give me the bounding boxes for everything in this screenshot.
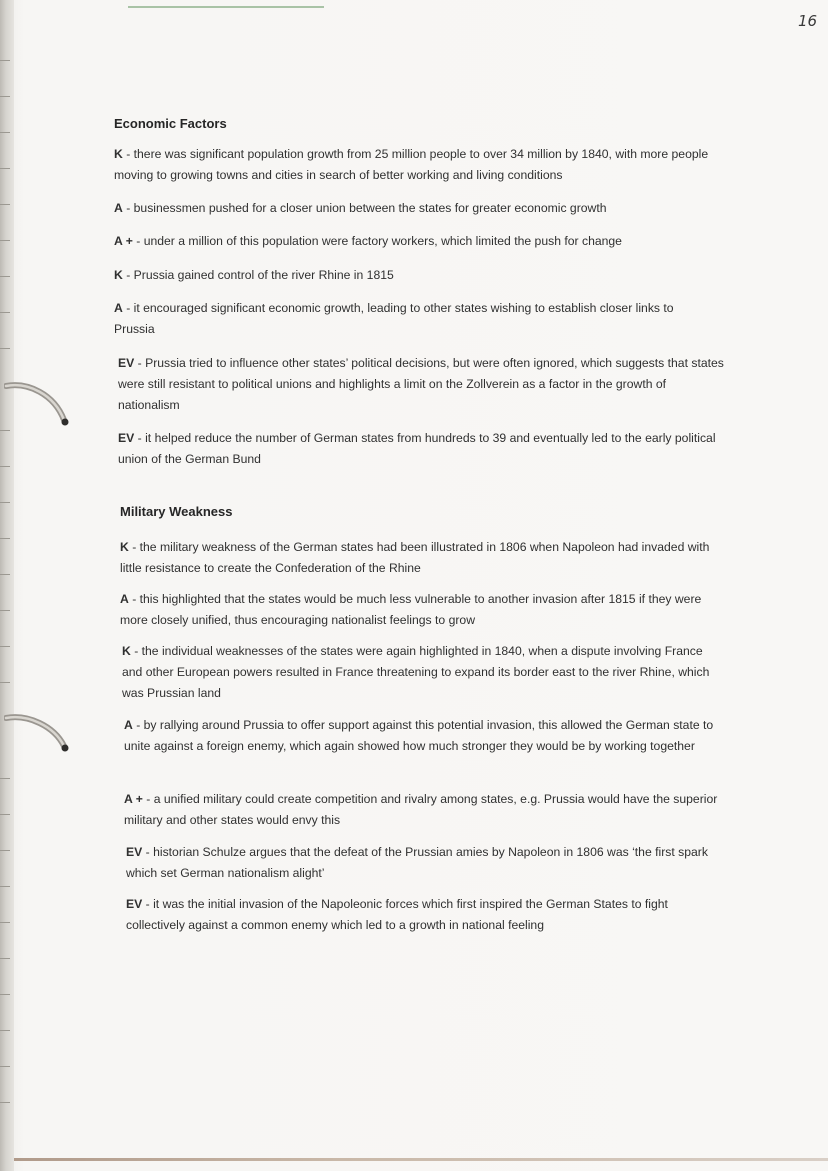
point-label: A + bbox=[124, 792, 143, 806]
bottom-edge bbox=[14, 1158, 828, 1161]
page-number: 16 bbox=[798, 12, 818, 30]
point-economic-1 bbox=[114, 144, 720, 186]
point-military-2 bbox=[120, 589, 722, 631]
point-label: A bbox=[114, 301, 123, 315]
point-economic-5 bbox=[114, 298, 714, 340]
point-label: K bbox=[122, 644, 131, 658]
point-text: - it was the initial invasion of the Napoleonic forces which first inspired the German States to fight collectively against a common enemy which led to a growth in national feeling bbox=[126, 897, 668, 932]
point-economic-7 bbox=[118, 428, 718, 470]
point-text: - the individual weaknesses of the states were again highlighted in 1840, when a dispute involving France and other European powers resulted in France threatening to expand its border east to the river Rhine, which was Prussian land bbox=[122, 644, 710, 700]
point-economic-6 bbox=[118, 353, 728, 416]
point-text: - the military weakness of the German states had been illustrated in 1806 when Napoleon had invaded with little resistance to create the Confederation of the Rhine bbox=[120, 540, 710, 575]
point-label: K bbox=[120, 540, 129, 554]
point-economic-4 bbox=[114, 265, 726, 286]
point-label: EV bbox=[126, 897, 143, 911]
point-label: A + bbox=[114, 234, 133, 248]
point-military-3 bbox=[122, 641, 726, 704]
point-text: - this highlighted that the states would be much less vulnerable to another invasion after 1815 if they were more closely unified, thus encouraging nationalist feelings to grow bbox=[120, 592, 702, 627]
binder-edge bbox=[0, 0, 14, 1171]
point-label: K bbox=[114, 268, 123, 282]
section-title-economic-factors: Economic Factors bbox=[114, 116, 227, 131]
point-label: EV bbox=[118, 431, 135, 445]
point-label: EV bbox=[126, 845, 143, 859]
point-economic-3 bbox=[114, 231, 726, 252]
point-military-7 bbox=[126, 894, 716, 936]
point-military-6 bbox=[126, 842, 738, 884]
point-label: A bbox=[120, 592, 129, 606]
point-label: EV bbox=[118, 356, 135, 370]
point-text: - historian Schulze argues that the defeat of the Prussian amies by Napoleon in 1806 was ‘the first spark which set German nationalism alight’ bbox=[126, 845, 708, 880]
point-text: - Prussia tried to influence other states’ political decisions, but were often ignored, which suggests that states were still resistant to political unions and highlights a limit on the Zollverein as a factor in the growth of nationalism bbox=[118, 356, 724, 412]
point-text: - by rallying around Prussia to offer support against this potential invasion, this allowed the German state to unite against a foreign enemy, which again showed how much stronger they would be by working together bbox=[124, 718, 714, 753]
point-military-1 bbox=[120, 537, 710, 579]
point-label: A bbox=[114, 201, 123, 215]
point-text: - it encouraged significant economic growth, leading to other states wishing to establish closer links to Prussia bbox=[114, 301, 674, 336]
binder-ring-icon bbox=[4, 712, 70, 758]
point-text: - there was significant population growth from 25 million people to over 34 million by 1840, with more people moving to growing towns and cities in search of better working and living conditions bbox=[114, 147, 709, 182]
point-economic-2 bbox=[114, 198, 726, 219]
point-text: - under a million of this population were factory workers, which limited the push for change bbox=[132, 234, 622, 248]
point-military-4 bbox=[124, 715, 726, 757]
binder-ring-icon bbox=[4, 380, 70, 426]
section-title-military-weakness: Military Weakness bbox=[120, 504, 233, 519]
point-text: - a unified military could create competition and rivalry among states, e.g. Prussia would have the superior military and other states would envy this bbox=[124, 792, 718, 827]
point-text: - it helped reduce the number of German states from hundreds to 39 and eventually led to the early political union of the German Bund bbox=[118, 431, 716, 466]
point-text: - businessmen pushed for a closer union between the states for greater economic growth bbox=[122, 201, 607, 215]
point-text: - Prussia gained control of the river Rhine in 1815 bbox=[122, 268, 394, 282]
point-military-5 bbox=[124, 789, 724, 831]
top-rule bbox=[128, 6, 324, 8]
point-label: A bbox=[124, 718, 133, 732]
point-label: K bbox=[114, 147, 123, 161]
